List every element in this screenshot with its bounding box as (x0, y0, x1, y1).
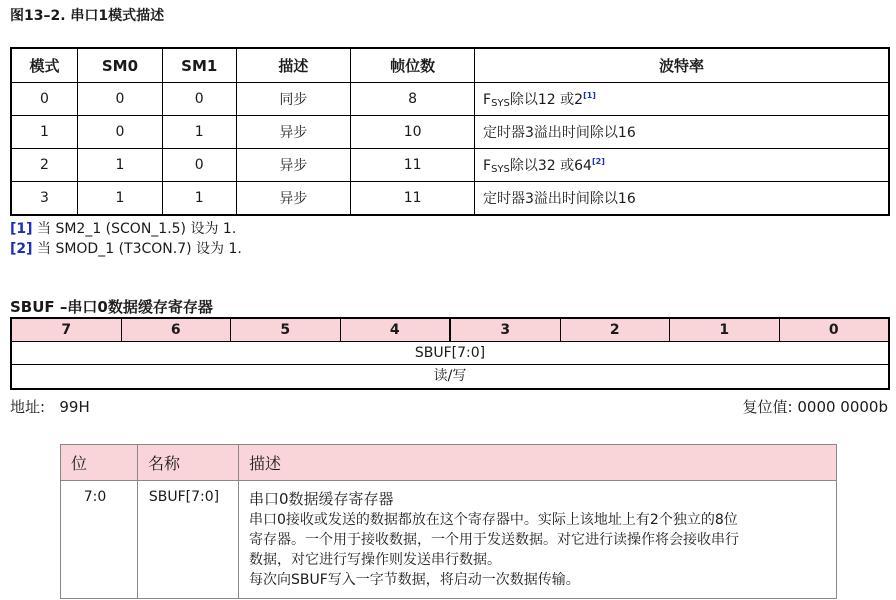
footnote-2 (10, 238, 242, 258)
register-access: 读/写 (433, 368, 467, 384)
cell-bits: 10 (351, 116, 475, 149)
header-frame-bits: 帧位数 (351, 48, 475, 83)
footnote-1 (10, 218, 236, 238)
baud-f: F (483, 92, 492, 108)
mode-table (10, 47, 890, 216)
baud-sub: SYS (491, 164, 510, 175)
footnote-text: 当 SMOD_1 (T3CON.7) 设为 1. (32, 241, 242, 257)
cell-description (239, 481, 837, 599)
reset-value: 0000 0000b (797, 398, 888, 416)
footnote-ref-link[interactable]: [1] (583, 91, 596, 100)
table-caption: 图13–2. 串口1模式描述 (10, 8, 165, 24)
header-name: 名称 (138, 445, 239, 481)
cell-bits: 8 (351, 83, 475, 116)
header-baud-rate: 波特率 (475, 48, 889, 83)
bit-2: 2 (560, 319, 670, 341)
cell-sm1: 0 (162, 149, 236, 182)
desc-line: 每次向SBUF写入一字节数据，将启动一次数据传输。 (249, 572, 580, 588)
cell-baud: 定时器3溢出时间除以16 (475, 182, 889, 216)
bit-5: 5 (230, 319, 340, 341)
cell-baud (475, 149, 889, 182)
header-bit: 位 (61, 445, 138, 481)
cell-mode: 3 (11, 182, 78, 216)
cell-mode: 1 (11, 116, 78, 149)
cell-name: SBUF[7:0] (138, 481, 239, 599)
cell-sm1: 1 (162, 182, 236, 216)
cell-mode: 0 (11, 83, 78, 116)
cell-baud: 定时器3溢出时间除以16 (475, 116, 889, 149)
footnote-ref: [1] (10, 221, 33, 237)
register-address (10, 396, 90, 417)
footnote-ref: [2] (10, 241, 33, 257)
baud-rest: 除以32 或64 (509, 158, 592, 174)
cell-desc: 异步 (236, 116, 351, 149)
bit-3: 3 (449, 319, 560, 341)
table-row (61, 481, 837, 599)
register-field: SBUF[7:0] (12, 342, 888, 365)
cell-bits: 11 (351, 149, 475, 182)
bit-0: 0 (779, 319, 889, 341)
desc-title: 串口0数据缓存寄存器 (249, 490, 394, 508)
footnote-ref-link[interactable]: [2] (591, 157, 605, 166)
table-row (11, 149, 889, 182)
cell-sm1: 0 (162, 83, 236, 116)
address-label: 地址: (10, 398, 46, 416)
desc-line: 数据，对它进行写操作则发送串行数据。 (249, 552, 501, 568)
cell-sm0: 0 (78, 83, 163, 116)
header-description: 描述 (236, 48, 351, 83)
register-bit-row (12, 319, 888, 342)
cell-desc: 异步 (236, 149, 351, 182)
cell-sm0: 1 (78, 182, 163, 216)
cell-sm1: 1 (162, 116, 236, 149)
bit-7: 7 (61, 322, 72, 338)
reset-label: 复位值: (742, 398, 793, 416)
bit-6: 6 (121, 319, 231, 341)
mode-table-header-row (11, 48, 889, 83)
header-mode: 模式 (11, 48, 78, 83)
cell-desc: 异步 (236, 182, 351, 216)
baud-f: F (483, 158, 492, 174)
cell-bits: 11 (351, 182, 475, 216)
cell-sm0: 1 (78, 149, 163, 182)
desc-header-row (61, 445, 837, 481)
cell-sm0: 0 (78, 116, 163, 149)
cell-desc: 同步 (236, 83, 351, 116)
baud-sub: SYS (491, 98, 510, 109)
cell-baud (475, 83, 889, 116)
register-map (10, 317, 890, 390)
header-sm1: SM1 (162, 48, 236, 83)
footnote-text: 当 SM2_1 (SCON_1.5) 设为 1. (32, 221, 237, 237)
header-sm0: SM0 (78, 48, 163, 83)
register-reset (743, 396, 888, 417)
bit-description-table (60, 444, 837, 599)
table-row (11, 83, 889, 116)
bit-4: 4 (340, 319, 450, 341)
cell-mode: 2 (11, 149, 78, 182)
table-row (11, 182, 889, 216)
table-row (11, 116, 889, 149)
bit-1: 1 (669, 319, 779, 341)
desc-line: 串口0接收或发送的数据都放在这个寄存器中。实际上该地址上有2个独立的8位 (249, 512, 738, 528)
header-desc: 描述 (239, 445, 837, 481)
cell-bit: 7:0 (61, 481, 138, 599)
baud-rest: 除以12 或2 (509, 92, 584, 108)
desc-line: 寄存器。一个用于接收数据，一个用于发送数据。对它进行读操作将会接收串行 (249, 532, 739, 548)
register-title: SBUF –串口0数据缓存寄存器 (10, 298, 213, 316)
address-value: 99H (59, 398, 90, 416)
